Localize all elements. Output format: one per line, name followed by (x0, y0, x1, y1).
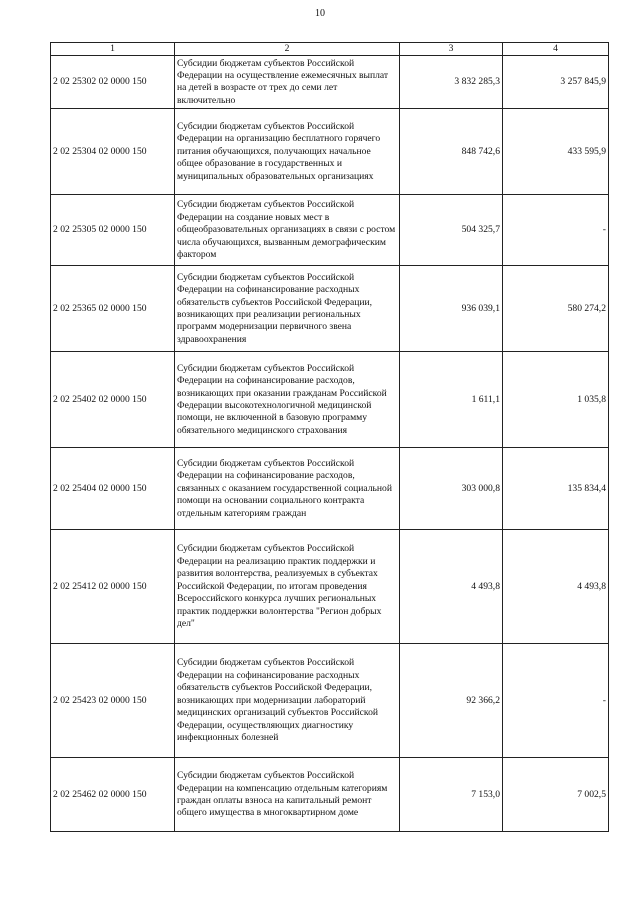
header-cell-4: 4 (503, 43, 609, 56)
description-cell: Субсидии бюджетам субъектов Российской Федерации на осуществление ежемесячных выплат на детей в возрасте от трех до семи лет включительно (177, 57, 389, 106)
header-cell-3: 3 (400, 43, 503, 56)
budget-code-cell: 2 02 25412 02 0000 150 (51, 530, 175, 644)
budget-table (50, 42, 609, 832)
amount-col4-cell: 3 257 845,9 (503, 56, 609, 109)
table-row (51, 352, 609, 448)
amount-col3-cell: 92 366,2 (400, 644, 503, 758)
amount-col4-cell: 580 274,2 (503, 266, 609, 352)
description-cell: Субсидии бюджетам субъектов Российской Федерации на создание новых мест в общеобразовательных организациях в связи с ростом числа обучающихся, вызванным демографическим фактором (177, 199, 396, 261)
table-row (51, 530, 609, 644)
amount-col3-cell: 303 000,8 (400, 448, 503, 530)
table-row (51, 56, 609, 109)
table-header-row (51, 43, 609, 56)
amount-col4-cell: - (503, 195, 609, 266)
description-cell: Субсидии бюджетам субъектов Российской Федерации на компенсацию отдельным категориям граждан оплаты взноса на капитальный ремонт общего имущества в многоквартирном доме (177, 770, 388, 819)
description-cell: Субсидии бюджетам субъектов Российской Федерации на организацию бесплатного горячего питания обучающихся, получающих начальное общее образование в государственных и муниципальных образовательных организациях (177, 120, 381, 182)
amount-col4-cell: 1 035,8 (503, 352, 609, 448)
description-cell: Субсидии бюджетам субъектов Российской Федерации на софинансирование расходов, связанных с оказанием государственной социальной помощи на основании социального контракта отдельным категориям граждан (177, 457, 392, 519)
table-row (51, 644, 609, 758)
budget-code-cell: 2 02 25305 02 0000 150 (51, 195, 175, 266)
amount-col4-cell: 135 834,4 (503, 448, 609, 530)
table-row (51, 266, 609, 352)
amount-col3-cell: 1 611,1 (400, 352, 503, 448)
description-cell: Субсидии бюджетам субъектов Российской Федерации на софинансирование расходов, возникающих при оказании гражданам Российской Федерации высокотехнологичной медицинской помощи, не включенной в базовую программу обязательного медицинского страхования (177, 362, 387, 436)
header-cell-2: 2 (175, 43, 400, 56)
amount-col3-cell: 7 153,0 (400, 758, 503, 832)
amount-col3-cell: 936 039,1 (400, 266, 503, 352)
amount-col3-cell: 3 832 285,3 (400, 56, 503, 109)
table-row (51, 758, 609, 832)
budget-code-cell: 2 02 25402 02 0000 150 (51, 352, 175, 448)
table-row (51, 195, 609, 266)
header-cell-1: 1 (51, 43, 175, 56)
budget-code-cell: 2 02 25302 02 0000 150 (51, 56, 175, 109)
table-row (51, 109, 609, 195)
budget-code-cell: 2 02 25423 02 0000 150 (51, 644, 175, 758)
budget-code-cell: 2 02 25365 02 0000 150 (51, 266, 175, 352)
amount-col4-cell: 433 595,9 (503, 109, 609, 195)
table-row (51, 448, 609, 530)
page-number: 10 (315, 8, 325, 19)
budget-code-cell: 2 02 25404 02 0000 150 (51, 448, 175, 530)
amount-col4-cell: 7 002,5 (503, 758, 609, 832)
description-cell: Субсидии бюджетам субъектов Российской Федерации на софинансирование расходных обязательств субъектов Российской Федерации, возникающих при модернизации лабораторий медицинских организаций субъектов Российской Федерации, осуществляющих диагностику инфекционных болезней (177, 657, 379, 743)
description-cell: Субсидии бюджетам субъектов Российской Федерации на софинансирование расходных обязательств субъектов Российской Федерации, возникающих при реализации региональных программ модернизации первичного звена здравоохранения (177, 271, 373, 345)
amount-col4-cell: - (503, 644, 609, 758)
amount-col3-cell: 504 325,7 (400, 195, 503, 266)
budget-code-cell: 2 02 25462 02 0000 150 (51, 758, 175, 832)
description-cell: Субсидии бюджетам субъектов Российской Федерации на реализацию практик поддержки и развития волонтерства, реализуемых в субъектах Российской Федерации, по итогам проведения Всероссийского конкурса лучших региональных практик поддержки волонтерства "Регион добрых дел" (177, 543, 382, 629)
amount-col3-cell: 848 742,6 (400, 109, 503, 195)
budget-code-cell: 2 02 25304 02 0000 150 (51, 109, 175, 195)
amount-col4-cell: 4 493,8 (503, 530, 609, 644)
amount-col3-cell: 4 493,8 (400, 530, 503, 644)
